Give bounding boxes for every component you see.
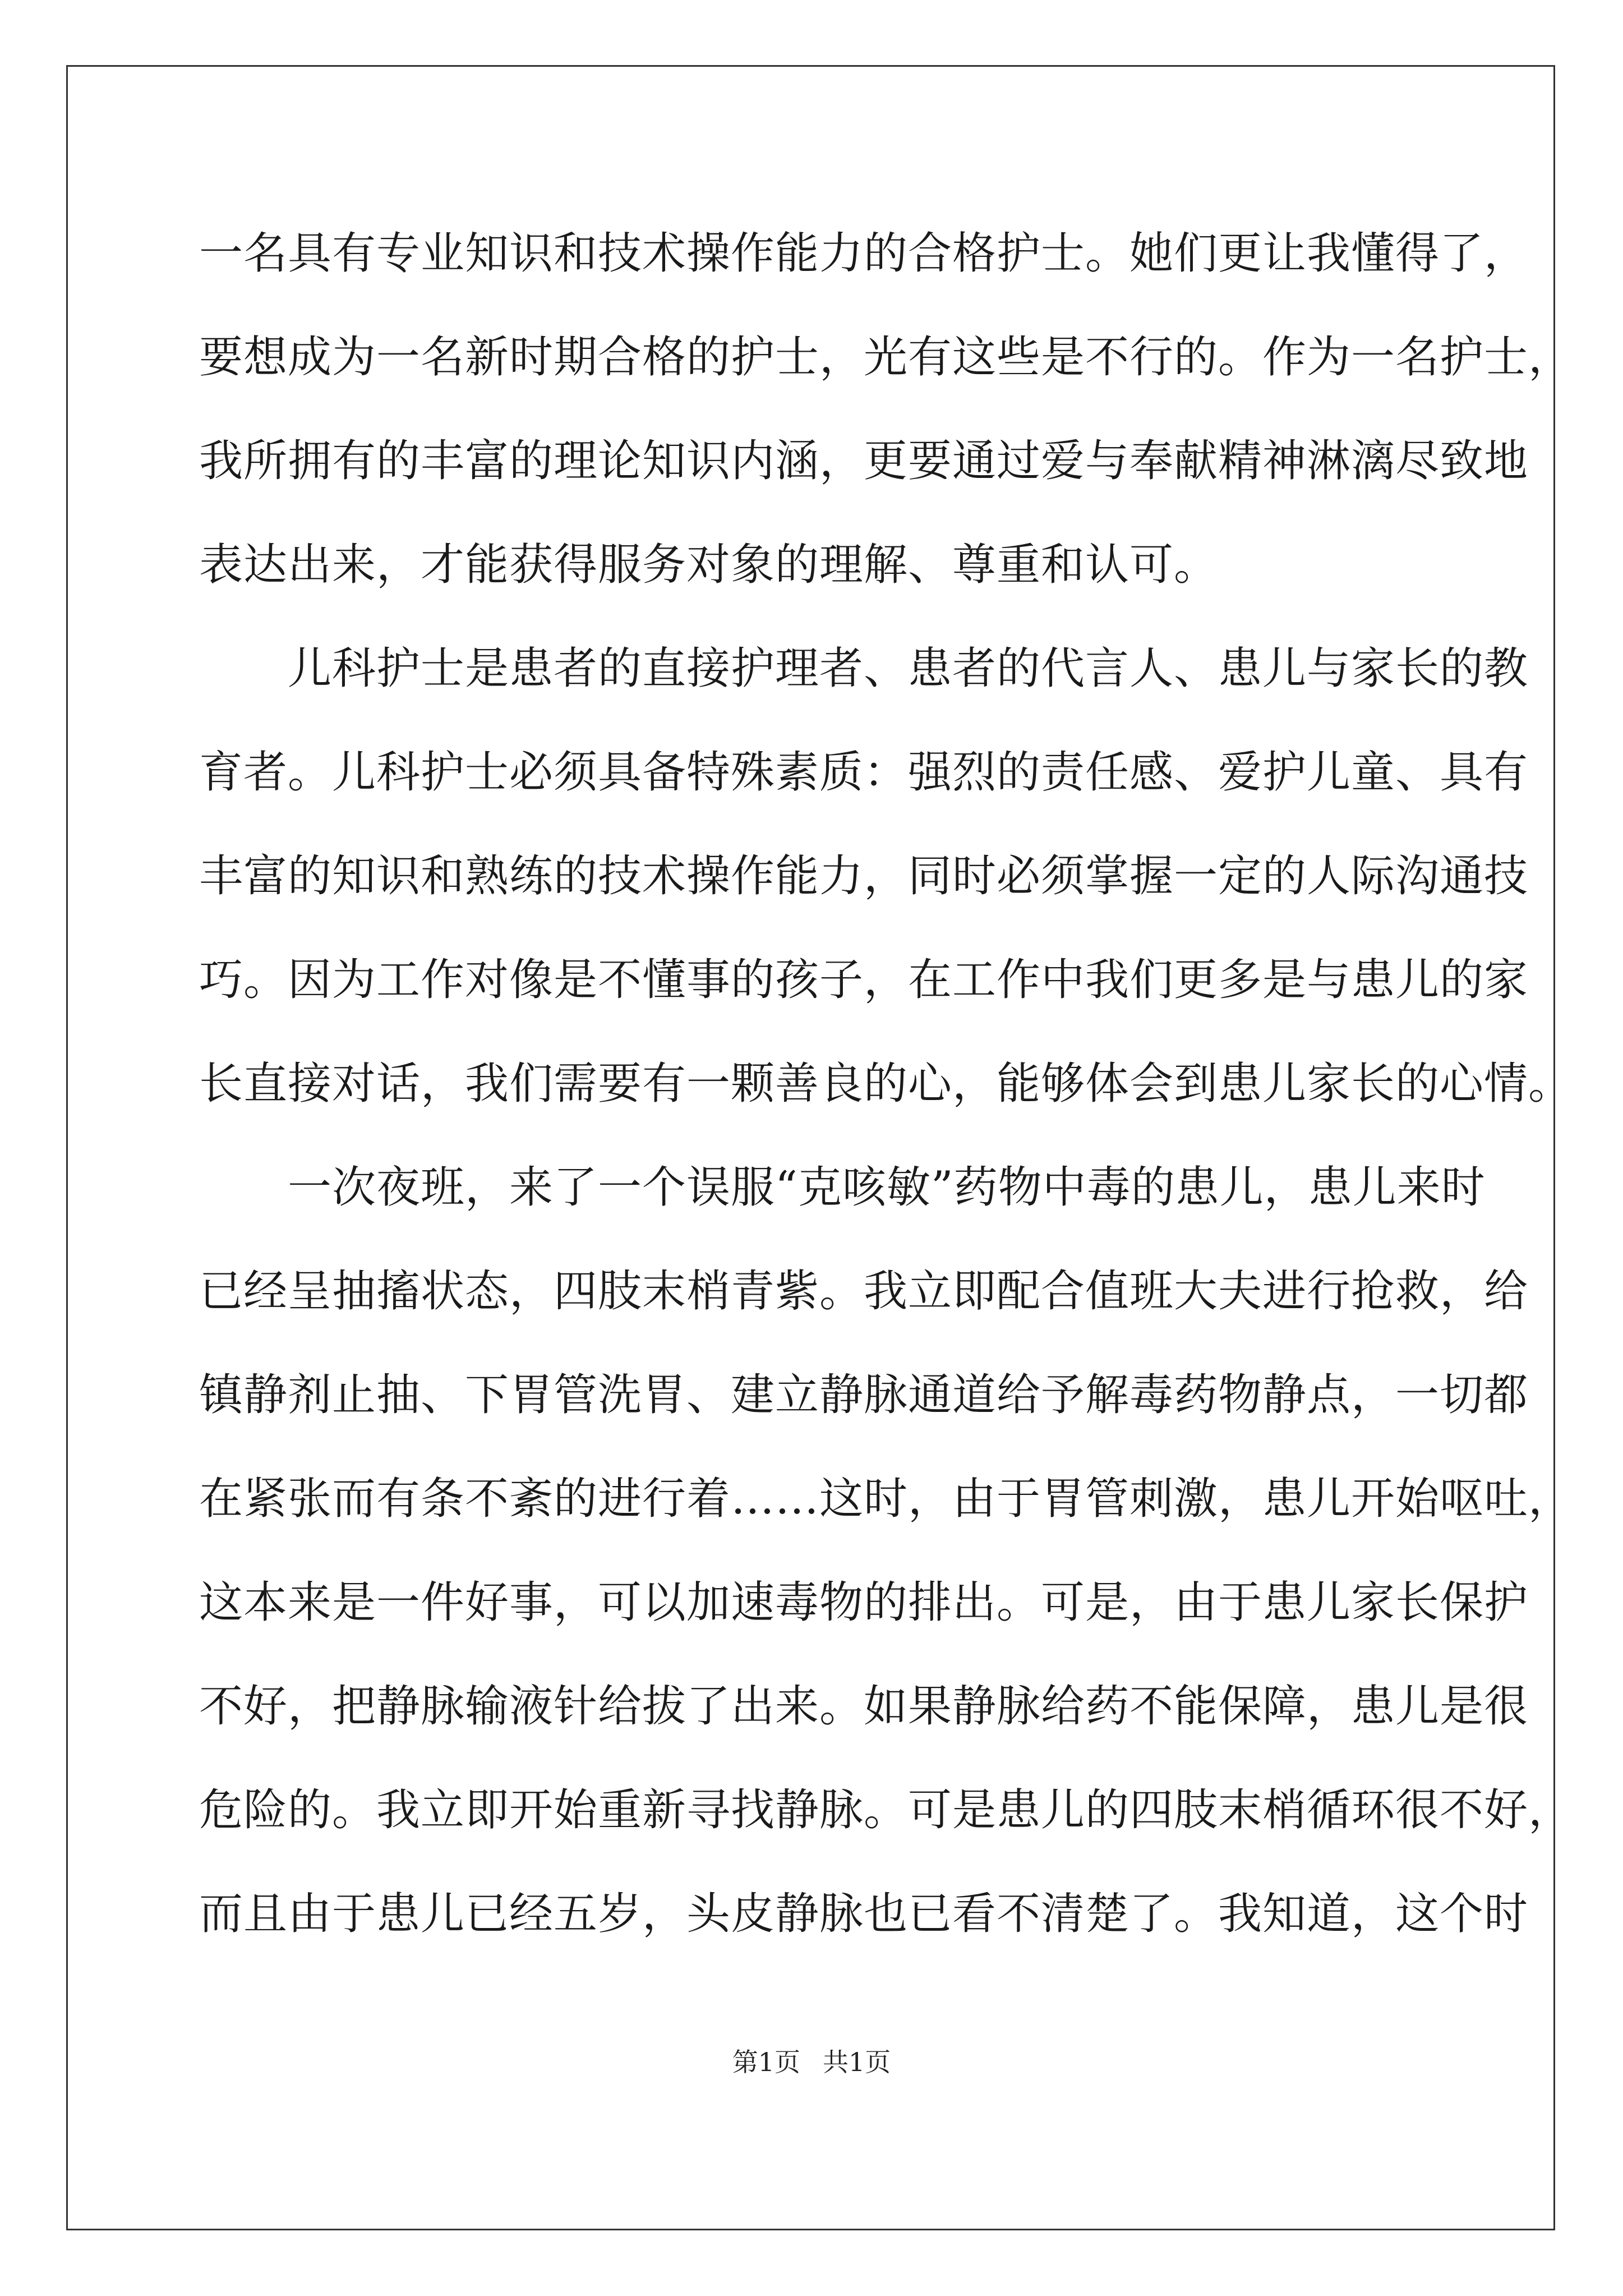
text-line: 长直接对话，我们需要有一颗善良的心，能够体会到患儿家长的心情。 — [199, 1059, 1573, 1109]
page-total: 共1页 — [823, 2047, 891, 2077]
text-line: 一名具有专业知识和技术操作能力的合格护士。她们更让我懂得了， — [199, 228, 1529, 279]
paragraph-start-line: 一次夜班，来了一个误服“克咳敏”药物中毒的患儿，患儿来时 — [288, 1162, 1486, 1213]
text-line: 而且由于患儿已经五岁，头皮静脉也已看不清楚了。我知道，这个时 — [199, 1889, 1529, 1939]
text-line: 不好，把静脉输液针给拔了出来。如果静脉给药不能保障，患儿是很 — [199, 1681, 1529, 1732]
text-line: 在紧张而有条不紊的进行着……这时，由于胃管刺激，患儿开始呕吐， — [199, 1474, 1573, 1524]
text-line: 育者。儿科护士必须具备特殊素质：强烈的责任感、爱护儿童、具有 — [199, 747, 1529, 798]
text-line: 表达出来，才能获得服务对象的理解、尊重和认可。 — [199, 540, 1219, 590]
page-footer — [0, 2042, 1623, 2079]
text-line: 巧。因为工作对像是不懂事的孩子，在工作中我们更多是与患儿的家 — [199, 955, 1529, 1005]
text-line: 这本来是一件好事，可以加速毒物的排出。可是，由于患儿家长保护 — [199, 1577, 1529, 1628]
text-line: 要想成为一名新时期合格的护士，光有这些是不行的。作为一名护士， — [199, 332, 1573, 383]
page-number: 第1页 — [732, 2047, 800, 2077]
text-line: 丰富的知识和熟练的技术操作能力，同时必须掌握一定的人际沟通技 — [199, 851, 1529, 901]
paragraph-start-line: 儿科护士是患者的直接护理者、患者的代言人、患儿与家长的教 — [288, 643, 1529, 694]
text-line: 我所拥有的丰富的理论知识内涵，更要通过爱与奉献精神淋漓尽致地 — [199, 436, 1529, 486]
document-body — [199, 202, 1573, 1966]
text-line: 已经呈抽搐状态，四肢末梢青紫。我立即配合值班大夫进行抢救，给 — [199, 1266, 1529, 1317]
text-line: 危险的。我立即开始重新寻找静脉。可是患儿的四肢末梢循环很不好， — [199, 1785, 1573, 1835]
text-line: 镇静剂止抽、下胃管洗胃、建立静脉通道给予解毒药物静点，一切都 — [199, 1370, 1529, 1420]
